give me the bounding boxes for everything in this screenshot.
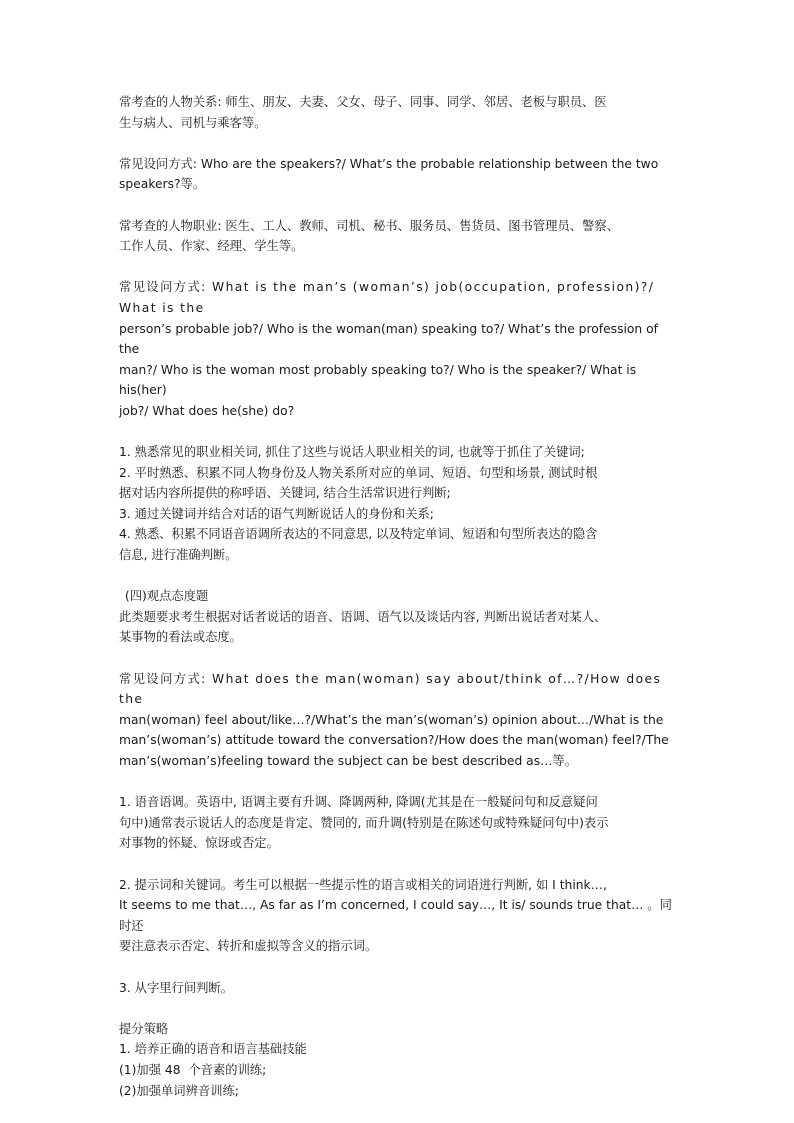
text-line: 某事物的看法或态度。 [119,630,242,645]
text-line: 1. 语音语调。英语中, 语调主要有升调、降调两种, 降调(尤其是在一般疑问句和反意疑问 [119,795,598,810]
section-heading: 提分策略 [119,1021,169,1036]
text-line: It seems to me that…, As far as I’m concerned, I could say…, It is/ sounds true that… 。同时还 [119,898,672,933]
text-line: 此类题要求考生根据对话者说话的语音、语调、语气以及谈话内容, 判断出说话者对某人、 [119,609,607,624]
list-item: 4. 熟悉、积累不同语音语调所表达的不同意思, 以及特定单词、短语和句型所表达的隐含 [119,527,598,542]
text-line: person’s probable job?/ Who is the woman(man) speaking to?/ What’s the profession of the [119,321,658,357]
text-line: 3. 从字里行间判断。 [119,980,234,995]
list-item: (2)加强单词辨音训练; [119,1083,239,1098]
paragraph-tips [119,442,676,566]
paragraph-opinion-questions [119,669,676,772]
paragraph-jobs-questions [119,277,676,421]
list-item: (1)加强 48 个音素的训练; [119,1062,267,1077]
list-item: 信息, 进行准确判断。 [119,548,238,563]
paragraph-relations [119,92,676,133]
section-heading: (四)观点态度题 [121,589,209,604]
text-line: 常考查的人物关系: 师生、朋友、夫妻、父女、母子、同事、同学、邻居、老板与职员、医 [119,95,607,109]
paragraph-keywords [119,875,676,957]
text-line: 常考查的人物职业: 医生、工人、教师、司机、秘书、服务员、售货员、图书管理员、警察、 [119,218,619,233]
section-opinion [119,586,676,648]
text-line: 对事物的怀疑、惊讶或否定。 [119,836,279,851]
paragraph-tone [119,792,676,854]
text-line: man’s(woman’s) attitude toward the conversation?/How does the man(woman) feel?/The [119,733,669,748]
text-line: 句中)通常表示说话人的态度是肯定、赞同的, 而升调(特别是在陈述句或特殊疑问句中)表示 [119,815,609,830]
text-line: 常见设问方式: What does the man(woman) say about/think of…?/How does the [119,671,662,707]
list-item: 3. 通过关键词并结合对话的语气判断说话人的身份和关系; [119,506,434,521]
text-line: man(woman) feel about/like…?/What’s the man’s(woman’s) opinion about…/What is the [119,712,664,727]
document-page [119,92,676,1101]
text-line: job?/ What does he(she) do? [119,403,295,418]
text-line: speakers?等。 [119,177,206,192]
text-line: man?/ Who is the woman most probably speaking to?/ Who is the speaker?/ What is his(her) [119,362,637,398]
list-item: 1. 培养正确的语音和语言基础技能 [119,1042,307,1057]
paragraph-relations-questions [119,154,676,195]
text-line: 2. 提示词和关键词。考生可以根据一些提示性的语言或相关的词语进行判断, 如 I think…, [119,877,607,892]
text-line: man’s(woman’s)feeling toward the subject can be best described as…等。 [119,754,577,768]
text-line: 常见设问方式: Who are the speakers?/ What’s the probable relationship between the two [119,156,659,171]
section-strategy [119,1019,676,1101]
text-line: 工作人员、作家、经理、学生等。 [119,239,304,254]
list-item: 2. 平时熟悉、积累不同人物身份及人物关系所对应的单词、短语、句型和场景, 测试时根 [119,465,598,480]
text-line: 生与病人、司机与乘客等。 [119,115,267,130]
text-line: 常见设问方式: What is the man’s (woman’s) job(occupation, profession)?/ What is the [119,280,655,315]
paragraph-between-lines [119,978,676,999]
list-item: 据对话内容所提供的称呼语、关键词, 结合生活常识进行判断; [119,486,451,501]
list-item: 1. 熟悉常见的职业相关词, 抓住了这些与说话人职业相关的词, 也就等于抓住了关键词; [119,445,585,460]
paragraph-jobs [119,216,676,257]
text-line: 要注意表示否定、转折和虚拟等含义的指示词。 [119,939,378,954]
